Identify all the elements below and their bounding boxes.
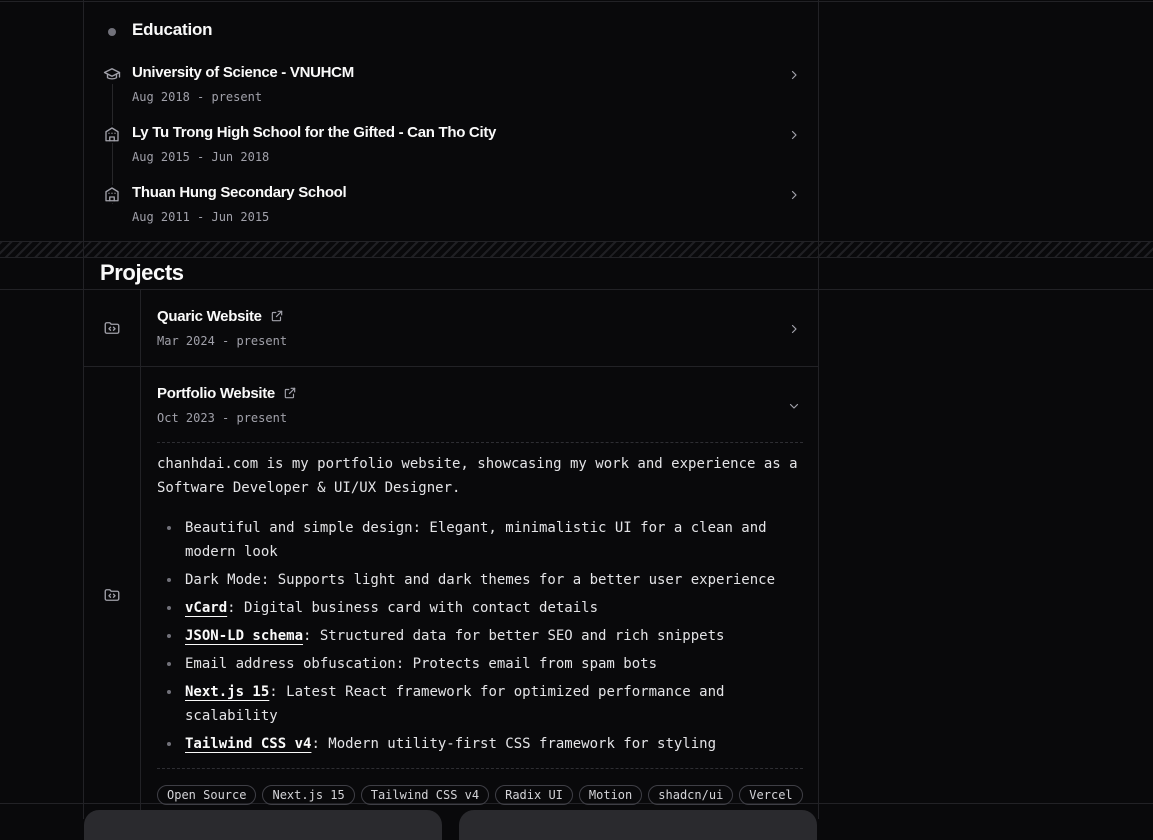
feature-item (157, 652, 807, 676)
feature-link[interactable]: Tailwind CSS v4 (185, 736, 312, 752)
feature-text: : Digital business card with contact details (227, 600, 599, 616)
feature-item (157, 568, 807, 592)
left-border (83, 0, 84, 819)
feature-link[interactable]: vCard (185, 600, 228, 616)
chevron-right-icon[interactable] (788, 322, 800, 334)
feature-link[interactable]: Next.js 15 (185, 684, 270, 700)
tag-badge: Open Source (157, 785, 256, 805)
tag-badge: shadcn/ui (648, 785, 733, 805)
education-item-period: Aug 2011 - Jun 2015 (132, 210, 270, 224)
section-separator (0, 241, 1153, 258)
project-icon-column-border (140, 289, 141, 819)
graduation-cap-icon (103, 65, 121, 83)
projects-header-divider (0, 289, 1153, 290)
education-item-period: Aug 2015 - Jun 2018 (132, 150, 270, 164)
feature-list (157, 516, 807, 760)
education-item-name: University of Science - VNUHCM (132, 64, 354, 81)
chevron-right-icon[interactable] (788, 188, 800, 200)
chevron-right-icon[interactable] (788, 128, 800, 140)
project-item-name: Quaric Website (157, 308, 262, 325)
external-link-icon[interactable] (283, 386, 297, 404)
feature-text: Email address obfuscation: Protects email from spam bots (185, 656, 658, 672)
project-item-period: Oct 2023 - present (157, 411, 288, 425)
tag-badge: Radix UI (495, 785, 573, 805)
feature-item (157, 732, 807, 756)
feature-text: : Structured data for better SEO and rich snippets (303, 628, 725, 644)
project-description: chanhdai.com is my portfolio website, showcasing my work and experience as a Software Developer & UI/UX Designer. (157, 456, 798, 496)
floating-bar-right[interactable] (459, 810, 817, 840)
tag-badge: Motion (579, 785, 642, 805)
section-bullet (108, 28, 116, 36)
right-border (818, 0, 819, 819)
feature-item (157, 680, 807, 728)
external-link-icon[interactable] (270, 309, 284, 327)
folder-code-icon (103, 586, 121, 604)
projects-title: Projects (100, 260, 184, 285)
feature-text: : Modern utility-first CSS framework for styling (311, 736, 717, 752)
education-title: Education (132, 20, 213, 39)
project-divider (83, 366, 818, 367)
school-icon (103, 185, 121, 203)
content-divider (157, 442, 803, 443)
school-icon (103, 125, 121, 143)
tag-list (157, 785, 803, 805)
feature-link[interactable]: JSON-LD schema (185, 628, 304, 644)
top-divider (0, 1, 1153, 2)
feature-text: Dark Mode: Supports light and dark themes for a better user experience (185, 572, 776, 588)
feature-item (157, 516, 807, 564)
tag-badge: Vercel (739, 785, 802, 805)
education-item-name: Thuan Hung Secondary School (132, 184, 347, 201)
feature-item (157, 624, 807, 648)
feature-text: : Latest React framework for optimized performance and scalability (185, 684, 725, 724)
tag-badge: Tailwind CSS v4 (361, 785, 489, 805)
tag-badge: Next.js 15 (262, 785, 354, 805)
content-divider (157, 768, 803, 769)
chevron-down-icon[interactable] (788, 399, 800, 411)
education-item-period: Aug 2018 - present (132, 90, 263, 104)
chevron-right-icon[interactable] (788, 68, 800, 80)
feature-text: Beautiful and simple design: Elegant, minimalistic UI for a clean and modern look (185, 520, 767, 560)
floating-bar-left[interactable] (84, 810, 442, 840)
feature-item (157, 596, 807, 620)
project-item-name: Portfolio Website (157, 385, 275, 402)
project-item-period: Mar 2024 - present (157, 334, 288, 348)
education-item-name: Ly Tu Trong High School for the Gifted - Can Tho City (132, 124, 497, 141)
folder-code-icon (103, 319, 121, 337)
